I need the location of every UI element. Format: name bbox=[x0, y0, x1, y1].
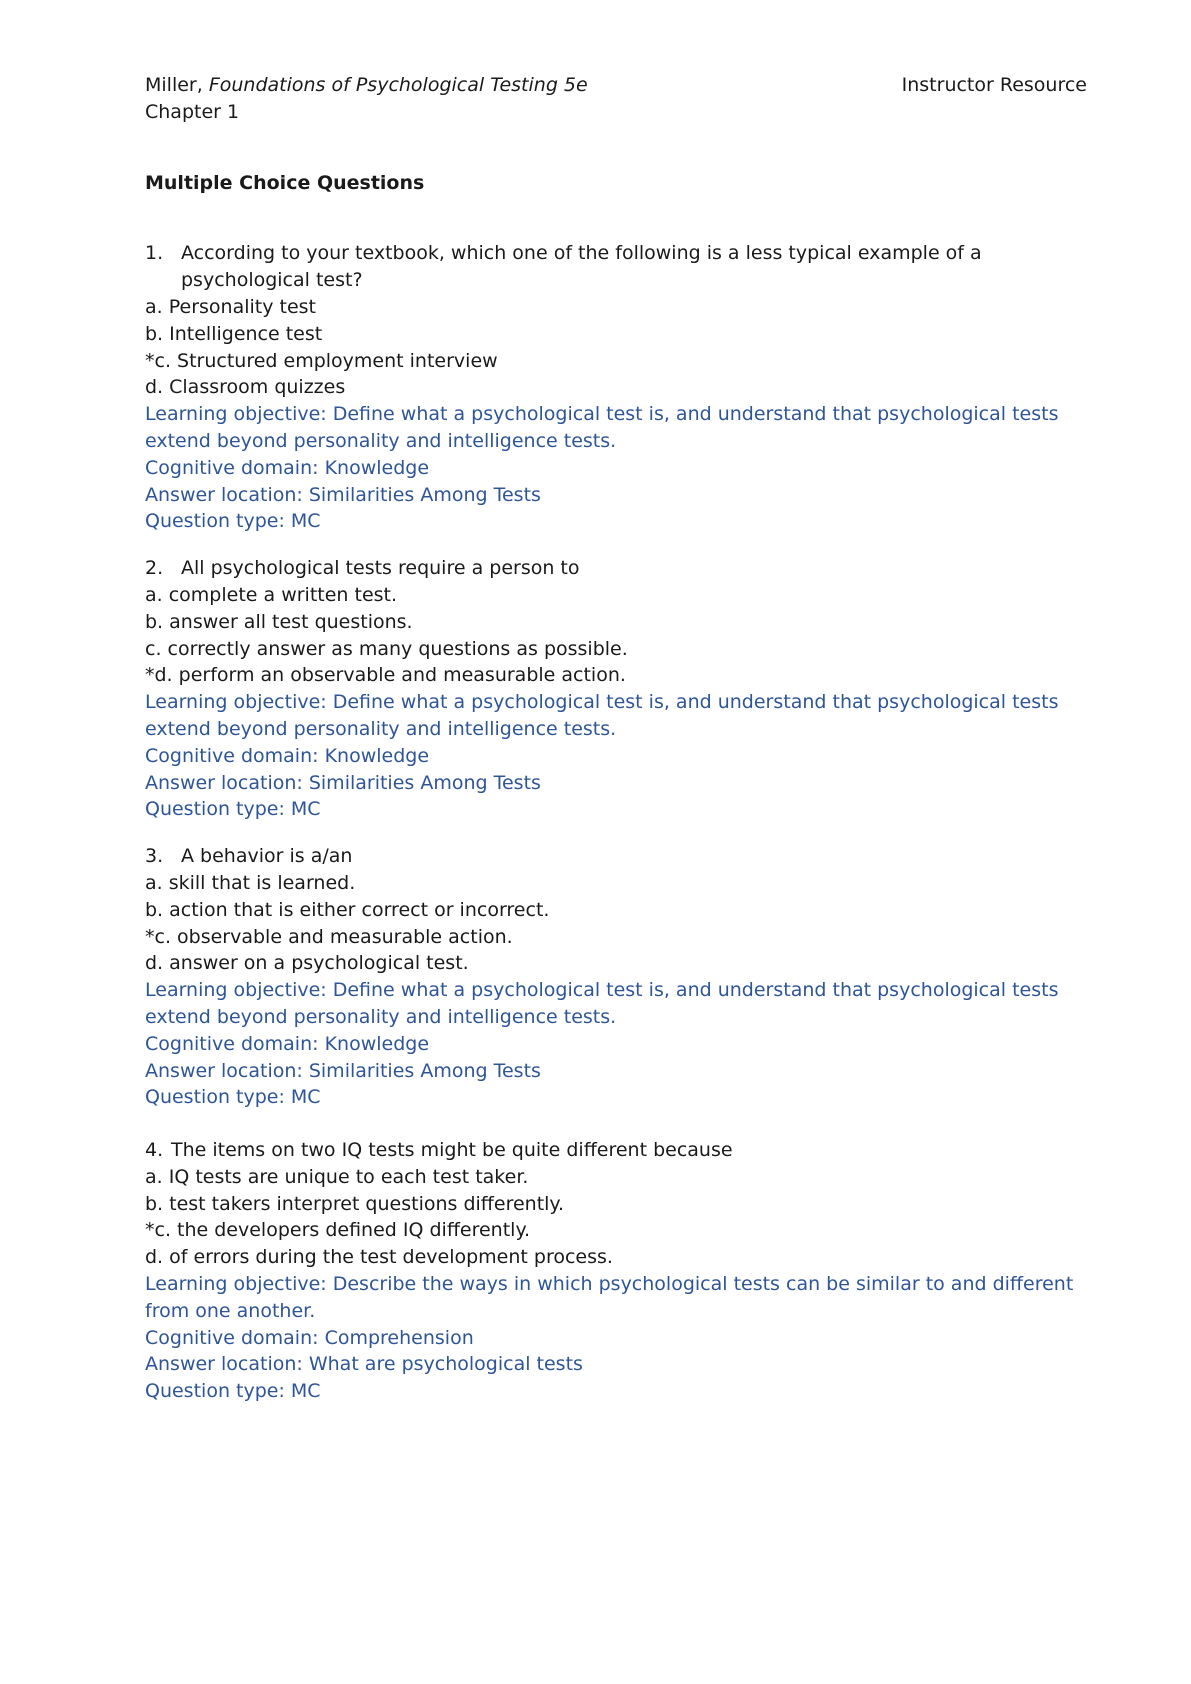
answer-option: a. IQ tests are unique to each test taker. bbox=[145, 1165, 529, 1188]
answer-option: c. correctly answer as many questions as possible. bbox=[145, 637, 628, 660]
header-book-title: Foundations of Psychological Testing 5e bbox=[208, 74, 588, 96]
question-number: 3. bbox=[145, 845, 164, 868]
question-number: 1. bbox=[145, 242, 164, 265]
running-header bbox=[145, 72, 1087, 99]
question-1 bbox=[145, 240, 1087, 535]
answer-location: Answer location: Similarities Among Tests bbox=[145, 771, 541, 794]
header-author: Miller, bbox=[145, 74, 209, 96]
answer-option: a. Personality test bbox=[145, 295, 316, 318]
learning-objective: Learning objective: Define what a psychological test is, and understand that psychological tests extend beyond personality and intelligence tests. bbox=[145, 403, 1059, 452]
question-text: The items on two IQ tests might be quite different because bbox=[171, 1139, 733, 1162]
learning-objective: Learning objective: Describe the ways in which psychological tests can be similar to and different from one another. bbox=[145, 1273, 1074, 1322]
answer-option: *c. Structured employment interview bbox=[145, 349, 498, 372]
question-type: Question type: MC bbox=[145, 798, 321, 821]
answer-option: b. Intelligence test bbox=[145, 322, 323, 345]
answer-option: b. answer all test questions. bbox=[145, 610, 413, 633]
document-page bbox=[145, 72, 1087, 1405]
cognitive-domain: Cognitive domain: Knowledge bbox=[145, 1032, 430, 1055]
question-text: All psychological tests require a person to bbox=[181, 557, 580, 580]
question-number: 2. bbox=[145, 557, 164, 580]
question-stem bbox=[145, 843, 1087, 870]
question-text: A behavior is a/an bbox=[181, 845, 353, 868]
question-number: 4. bbox=[145, 1139, 164, 1162]
header-chapter: Chapter 1 bbox=[145, 100, 240, 123]
answer-option: b. action that is either correct or incorrect. bbox=[145, 898, 550, 921]
answer-location: Answer location: Similarities Among Tests bbox=[145, 483, 541, 506]
answer-option: a. complete a written test. bbox=[145, 583, 398, 606]
answer-option: d. of errors during the test development process. bbox=[145, 1246, 613, 1269]
answer-option: d. Classroom quizzes bbox=[145, 376, 346, 399]
answer-option: a. skill that is learned. bbox=[145, 871, 356, 894]
question-type: Question type: MC bbox=[145, 510, 321, 533]
answer-option: *d. perform an observable and measurable action. bbox=[145, 664, 626, 687]
cognitive-domain: Cognitive domain: Knowledge bbox=[145, 744, 430, 767]
header-right-label: Instructor Resource bbox=[901, 74, 1087, 96]
learning-objective: Learning objective: Define what a psychological test is, and understand that psychological tests extend beyond personality and intelligence tests. bbox=[145, 979, 1059, 1028]
question-text: According to your textbook, which one of the following is a less typical example of a psychological test? bbox=[181, 242, 982, 292]
question-3 bbox=[145, 843, 1087, 1111]
cognitive-domain: Cognitive domain: Comprehension bbox=[145, 1326, 474, 1349]
answer-option: b. test takers interpret questions differently. bbox=[145, 1192, 565, 1215]
learning-objective: Learning objective: Define what a psychological test is, and understand that psychological tests extend beyond personality and intelligence tests. bbox=[145, 691, 1059, 740]
answer-location: Answer location: Similarities Among Tests bbox=[145, 1059, 541, 1082]
section-title: Multiple Choice Questions bbox=[145, 171, 425, 194]
answer-option: d. answer on a psychological test. bbox=[145, 952, 469, 975]
question-type: Question type: MC bbox=[145, 1380, 321, 1403]
answer-location: Answer location: What are psychological tests bbox=[145, 1353, 583, 1376]
question-type: Question type: MC bbox=[145, 1086, 321, 1109]
answer-option: *c. observable and measurable action. bbox=[145, 925, 513, 948]
question-stem bbox=[145, 1137, 1087, 1164]
question-stem bbox=[145, 555, 1087, 582]
header-left bbox=[145, 72, 588, 99]
question-4 bbox=[145, 1137, 1087, 1405]
answer-option: *c. the developers defined IQ differently. bbox=[145, 1219, 531, 1242]
cognitive-domain: Cognitive domain: Knowledge bbox=[145, 456, 430, 479]
question-stem bbox=[145, 240, 1087, 294]
question-2 bbox=[145, 555, 1087, 823]
question-list bbox=[145, 240, 1087, 1405]
